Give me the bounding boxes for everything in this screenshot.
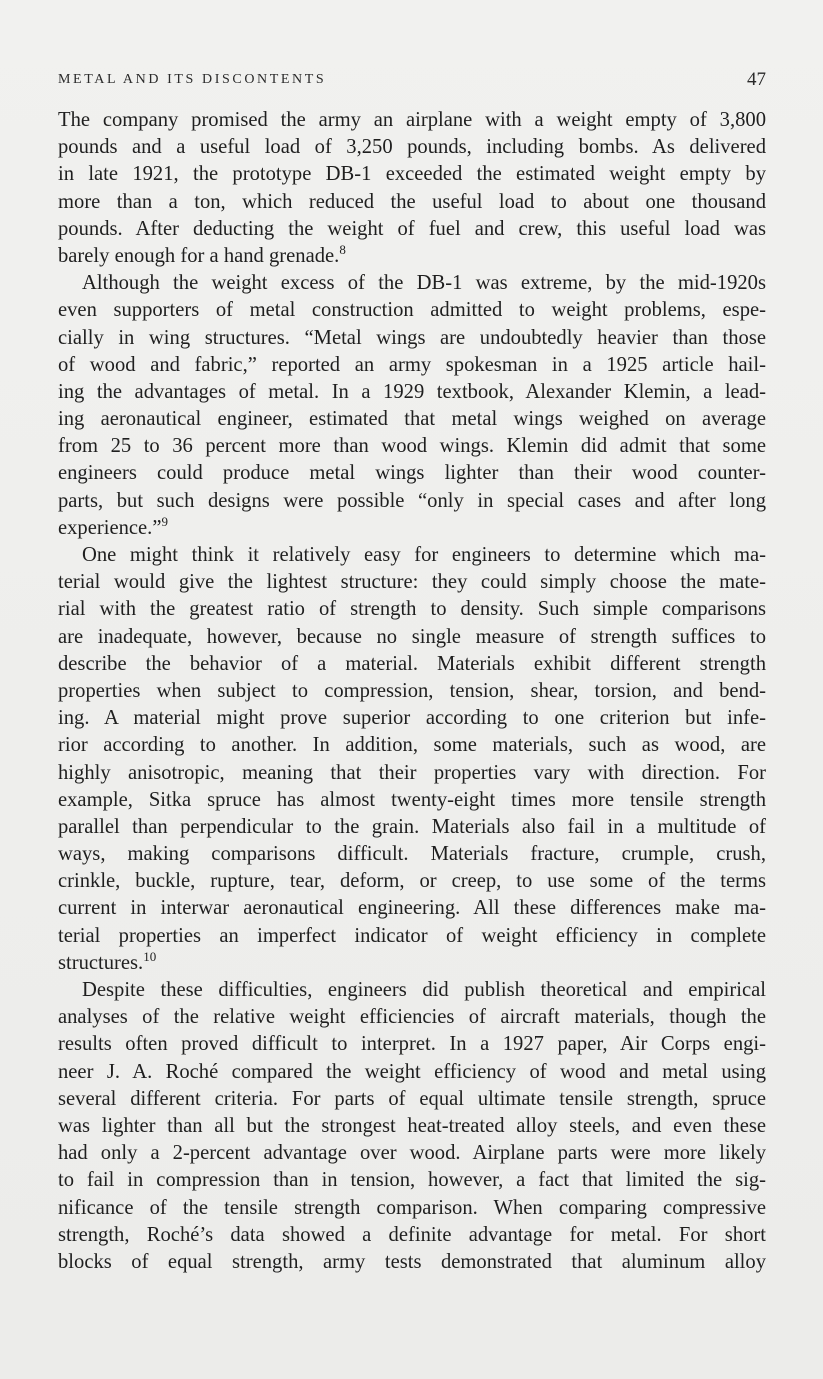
text-line <box>58 189 766 216</box>
line-text: parts, but such designs were possible “only in special cases and after long <box>58 489 766 512</box>
line-text: rial with the greatest ratio of strength to density. Such simple comparisons <box>58 598 766 621</box>
line-text: The company promised the army an airplane with a weight empty of 3,800 <box>58 109 766 131</box>
line-text: neer J. A. Roché compared the weight efficiency of wood and metal using <box>58 1060 766 1083</box>
text-line <box>58 134 766 161</box>
line-text: crinkle, buckle, rupture, tear, deform, or creep, to use some of the terms <box>58 870 766 893</box>
line-text: from 25 to 36 percent more than wood wings. Klemin did admit that some <box>58 435 766 458</box>
line-text: strength, Roché’s data showed a definite advantage for metal. For short <box>58 1223 766 1246</box>
text-line <box>58 596 766 623</box>
line-text: example, Sitka spruce has almost twenty-eight times more tensile strength <box>58 788 766 811</box>
text-line <box>58 406 766 433</box>
text-line <box>58 977 766 1004</box>
text-line <box>58 161 766 188</box>
text-line <box>58 868 766 895</box>
text-line <box>58 243 766 270</box>
text-line <box>58 270 766 297</box>
line-text: Despite these difficulties, engineers did publish theoretical and empirical <box>82 979 766 1001</box>
line-text: to fail in compression than in tension, however, a fact that limited the sig- <box>58 1169 766 1192</box>
footnote-marker: 8 <box>339 241 346 257</box>
text-line <box>58 1004 766 1031</box>
text-line <box>58 460 766 487</box>
line-text: even supporters of metal construction admitted to weight problems, espe- <box>58 299 766 322</box>
text-line <box>58 542 766 569</box>
text-line <box>58 950 766 977</box>
line-text: barely enough for a hand grenade. <box>58 244 340 267</box>
running-title: METAL AND ITS DISCONTENTS <box>58 72 327 87</box>
text-line <box>58 216 766 243</box>
line-text: parallel than perpendicular to the grain. Materials also fail in a multitude of <box>58 815 766 838</box>
text-line <box>58 1086 766 1113</box>
text-line <box>58 841 766 868</box>
text-line <box>58 325 766 352</box>
text-line <box>58 705 766 732</box>
text-line <box>58 107 766 134</box>
text-line <box>58 1249 766 1276</box>
footnote-marker: 10 <box>143 948 157 964</box>
line-text: rior according to another. In addition, some materials, such as wood, are <box>58 734 766 757</box>
text-line <box>58 624 766 651</box>
paragraph <box>58 977 766 1276</box>
line-text: structures. <box>58 951 144 974</box>
line-text: terial would give the lightest structure: they could simply choose the mate- <box>58 571 766 594</box>
text-line <box>58 488 766 515</box>
line-text: highly anisotropic, meaning that their properties vary with direction. For <box>58 761 766 784</box>
body-text <box>58 107 766 1276</box>
line-text: several different criteria. For parts of equal ultimate tensile strength, spruce <box>58 1087 766 1110</box>
line-text: results often proved difficult to interpret. In a 1927 paper, Air Corps engi- <box>58 1033 766 1056</box>
line-text: cially in wing structures. “Metal wings are undoubtedly heavier than those <box>58 326 766 349</box>
text-line <box>58 1167 766 1194</box>
line-text: ways, making comparisons difficult. Materials fracture, crumple, crush, <box>58 843 766 866</box>
line-text: properties when subject to compression, tension, shear, torsion, and bend- <box>58 679 766 702</box>
text-line <box>58 352 766 379</box>
text-line <box>58 678 766 705</box>
paragraph <box>58 270 766 542</box>
line-text: current in interwar aeronautical engineering. All these differences make ma- <box>58 897 766 920</box>
line-text: had only a 2-percent advantage over wood. Airplane parts were more likely <box>58 1142 766 1165</box>
text-line <box>58 569 766 596</box>
line-text: describe the behavior of a material. Materials exhibit different strength <box>58 652 766 675</box>
line-text: ing aeronautical engineer, estimated that metal wings weighed on average <box>58 408 766 431</box>
line-text: more than a ton, which reduced the useful load to about one thousand <box>58 190 766 213</box>
text-line <box>58 1222 766 1249</box>
text-line <box>58 732 766 759</box>
text-line <box>58 814 766 841</box>
line-text: analyses of the relative weight efficiencies of aircraft materials, though the <box>58 1006 766 1029</box>
text-line <box>58 1140 766 1167</box>
line-text: pounds. After deducting the weight of fuel and crew, this useful load was <box>58 217 766 240</box>
text-line <box>58 895 766 922</box>
text-line <box>58 379 766 406</box>
text-line <box>58 651 766 678</box>
text-line <box>58 515 766 542</box>
line-text: was lighter than all but the strongest heat-treated alloy steels, and even these <box>58 1114 766 1137</box>
line-text: Although the weight excess of the DB-1 was extreme, by the mid-1920s <box>82 272 766 295</box>
line-text: pounds and a useful load of 3,250 pounds, including bombs. As delivered <box>58 136 766 159</box>
text-line <box>58 1195 766 1222</box>
text-line <box>58 923 766 950</box>
text-line <box>58 297 766 324</box>
line-text: One might think it relatively easy for engineers to determine which ma- <box>82 544 766 566</box>
line-text: terial properties an imperfect indicator of weight efficiency in complete <box>58 924 766 947</box>
line-text: blocks of equal strength, army tests demonstrated that aluminum alloy <box>58 1250 766 1273</box>
running-head <box>58 70 766 94</box>
text-line <box>58 1113 766 1140</box>
paragraph <box>58 107 766 270</box>
text-line <box>58 787 766 814</box>
line-text: nificance of the tensile strength comparison. When comparing compressive <box>58 1196 766 1219</box>
line-text: of wood and fabric,” reported an army spokesman in a 1925 article hail- <box>58 353 766 376</box>
line-text: engineers could produce metal wings lighter than their wood counter- <box>58 462 766 485</box>
text-line <box>58 433 766 460</box>
text-line <box>58 760 766 787</box>
footnote-marker: 9 <box>161 513 168 529</box>
line-text: in late 1921, the prototype DB-1 exceeded the estimated weight empty by <box>58 163 766 186</box>
line-text: are inadequate, however, because no single measure of strength suffices to <box>58 625 766 648</box>
page-number: 47 <box>747 69 766 90</box>
line-text: ing. A material might prove superior according to one criterion but infe- <box>58 707 766 730</box>
line-text: ing the advantages of metal. In a 1929 textbook, Alexander Klemin, a lead- <box>58 380 766 403</box>
text-line <box>58 1059 766 1086</box>
line-text: experience.” <box>58 516 162 539</box>
paragraph <box>58 542 766 977</box>
text-line <box>58 1031 766 1058</box>
